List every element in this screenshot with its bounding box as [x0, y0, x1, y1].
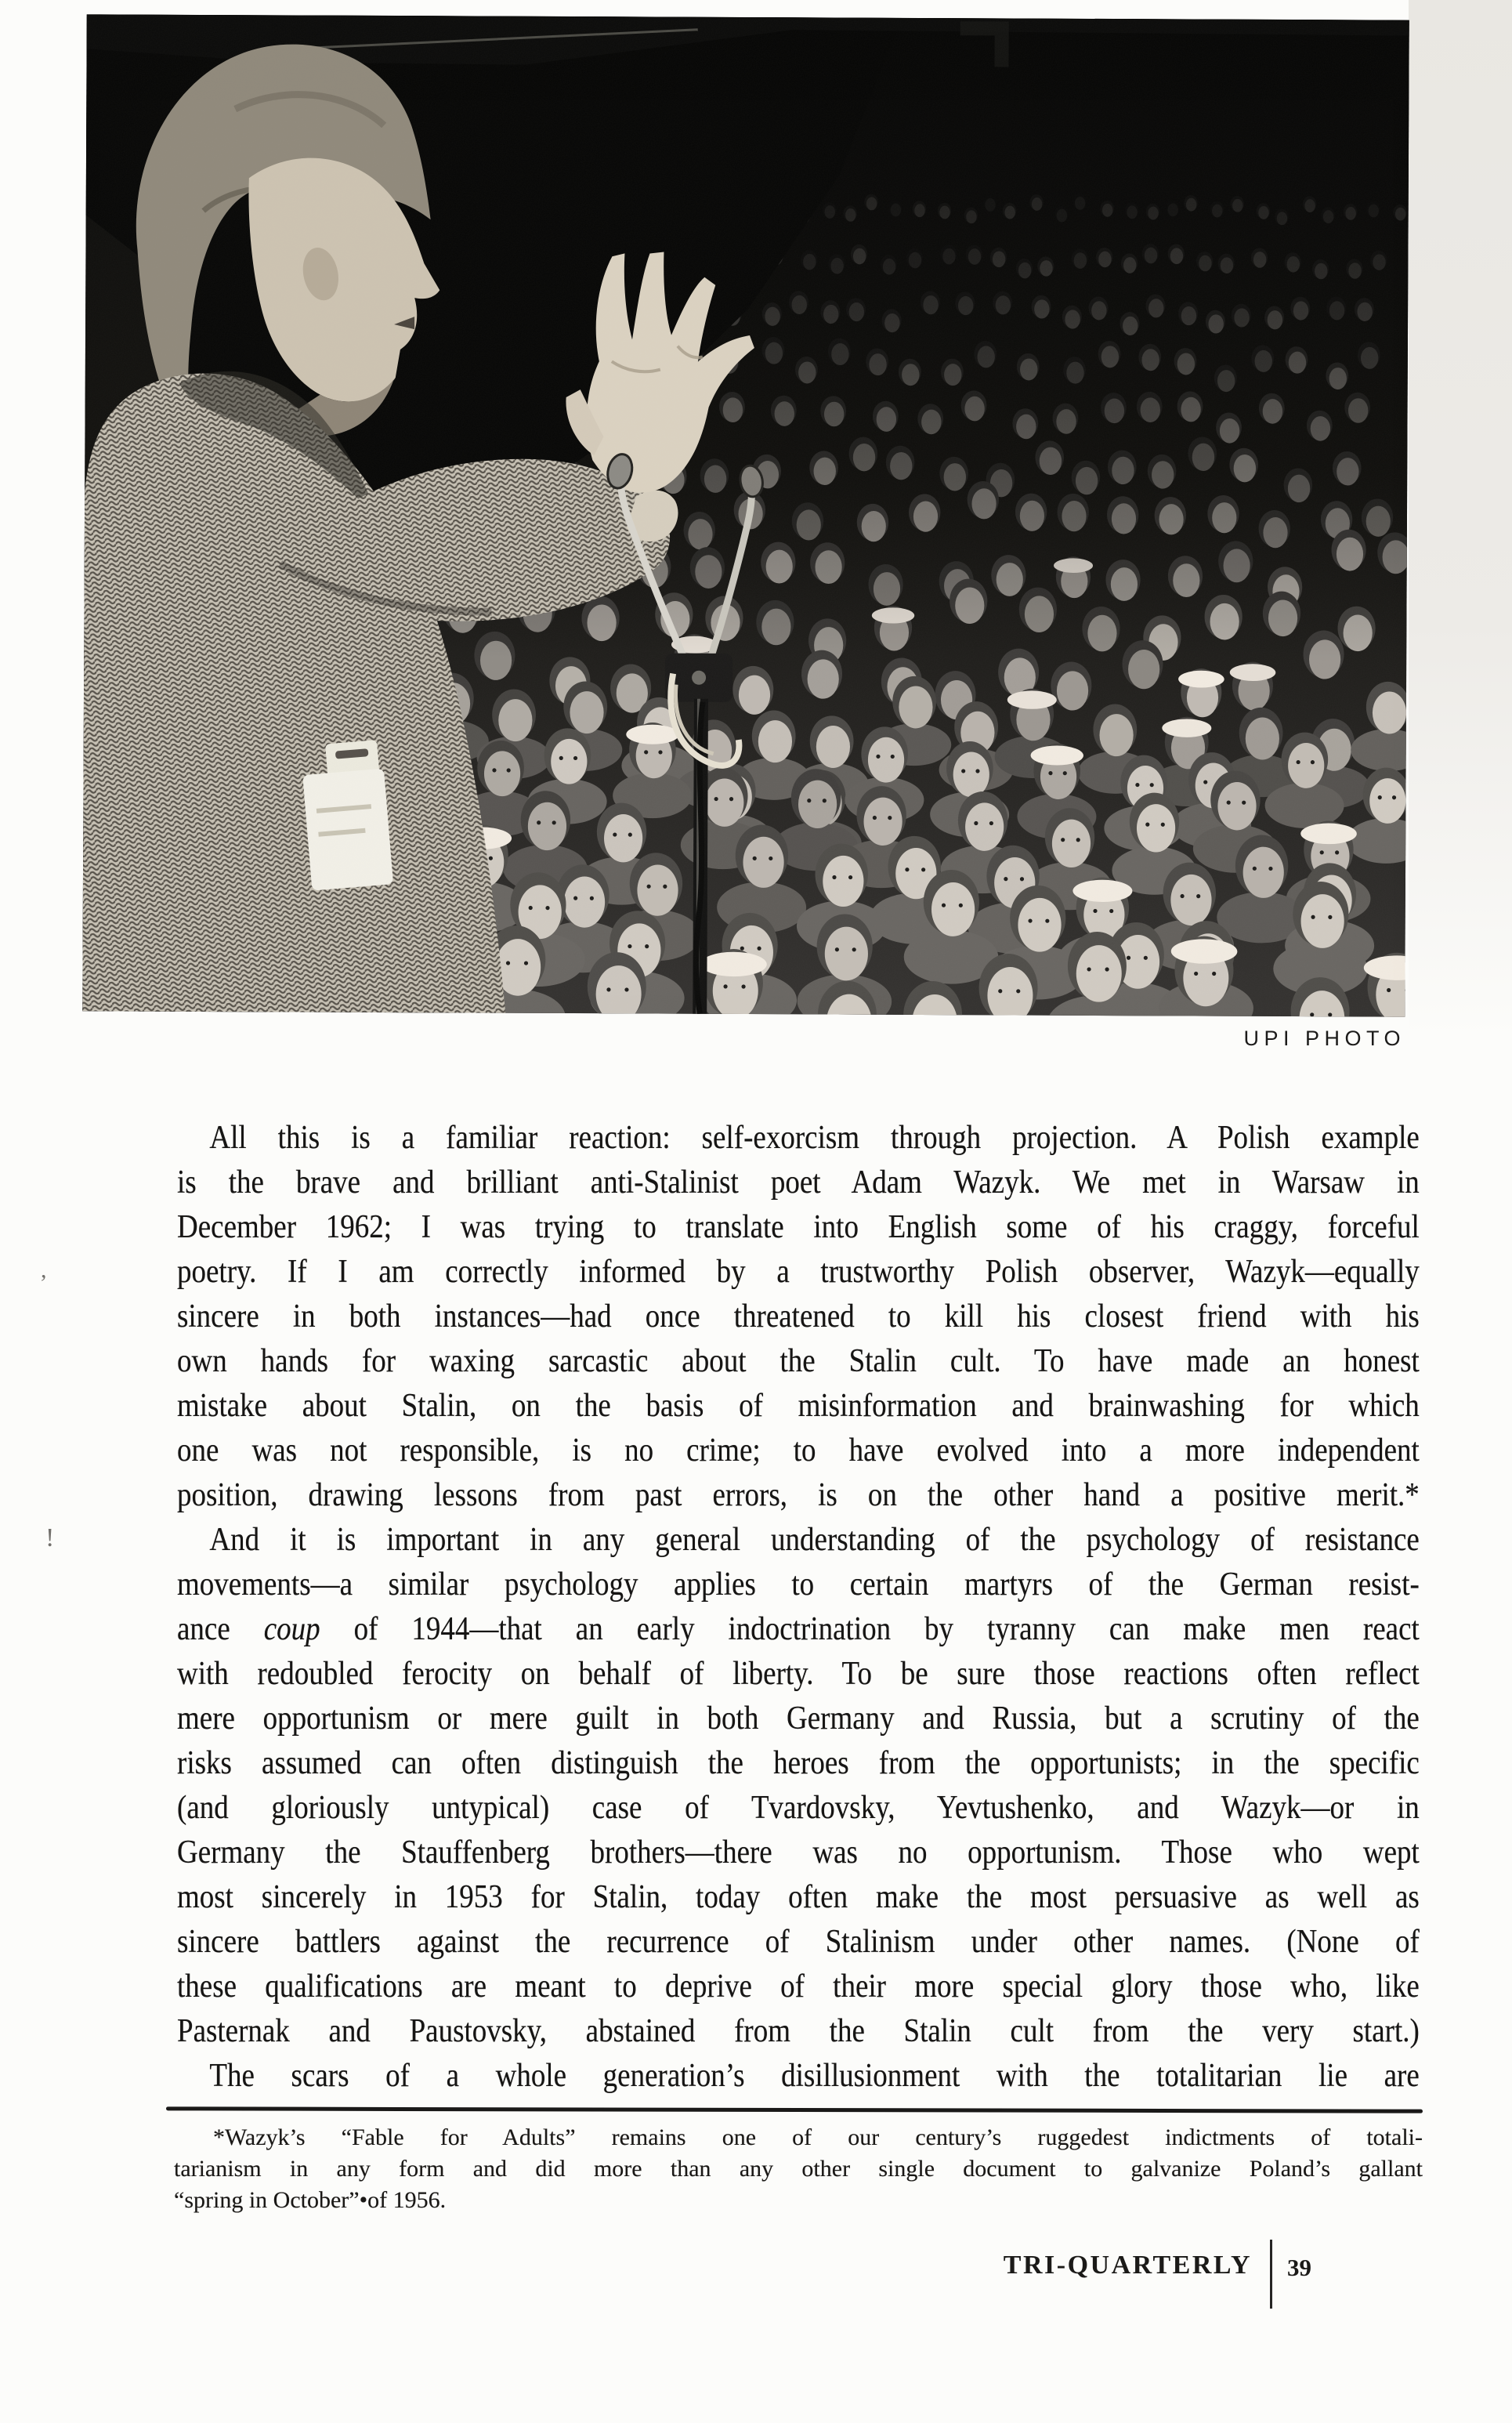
paragraph	[177, 1518, 1420, 2054]
text-line: (and gloriously untypical) case of Tvardovsky, Yevtushenko, and Wazyk—or in	[177, 1790, 1420, 1826]
article-text	[177, 1116, 1420, 2099]
text-line: Pasternak and Paustovsky, abstained from the Stalin cult from the very start.)	[177, 2013, 1420, 2049]
paragraph	[177, 2054, 1420, 2099]
text-line: ance coup of 1944—that an early indoctrination by tyranny can make men react	[177, 1611, 1420, 1647]
footer-page-number: 39	[1287, 2254, 1311, 2281]
paragraph	[177, 1116, 1420, 1518]
text-line: And it is important in any general understanding of the psychology of resistance	[209, 1522, 1420, 1558]
photo-credit: UPI PHOTO	[1243, 1027, 1405, 1050]
text-line: sincere battlers against the recurrence of Stalinism under other names. (None of	[177, 1924, 1420, 1960]
footnote-separator	[166, 2106, 1423, 2113]
text-line: position, drawing lessons from past errors, is on the other hand a positive merit.*	[177, 1477, 1420, 1513]
text-line: mere opportunism or mere guilt in both Germany and Russia, but a scrutiny of the	[177, 1700, 1420, 1737]
footnote-line: “spring in October”•of 1956.	[174, 2187, 447, 2213]
crowd-photo-illustration	[82, 14, 1409, 1016]
text-line: own hands for waxing sarcastic about the Stalin cult. To have made an honest	[177, 1343, 1420, 1379]
footer-journal-name: TRI-QUARTERLY	[1003, 2251, 1252, 2280]
text-line: mistake about Stalin, on the basis of misinformation and brainwashing for which	[177, 1388, 1420, 1424]
text-line: movements—a similar psychology applies to certain martyrs of the German resist-	[177, 1566, 1420, 1603]
paper-edge-shading	[1409, 0, 1512, 1042]
scan-artifact: ,	[41, 1257, 47, 1283]
text-line: most sincerely in 1953 for Stalin, today often make the most persuasive as well as	[177, 1879, 1420, 1915]
text-line: with redoubled ferocity on behalf of liberty. To be sure those reactions often reflect	[177, 1656, 1420, 1692]
footnote-line: *Wazyk’s “Fable for Adults” remains one of our century’s ruggedest indictments of totali-	[213, 2124, 1423, 2150]
text-line: December 1962; I was trying to translate into English some of his craggy, forceful	[177, 1209, 1420, 1245]
scan-artifact: !	[45, 1523, 55, 1552]
text-line: is the brave and brilliant anti-Stalinist poet Adam Wazyk. We met in Warsaw in	[177, 1164, 1420, 1201]
text-line: poetry. If I am correctly informed by a trustworthy Polish observer, Wazyk—equally	[177, 1254, 1420, 1290]
text-line: Germany the Stauffenberg brothers—there was no opportunism. Those who wept	[177, 1834, 1420, 1871]
footnote	[174, 2122, 1423, 2216]
text-line: risks assumed can often distinguish the heroes from the opportunists; in the specific	[177, 1745, 1420, 1781]
text-line: these qualifications are meant to deprive of their more special glory those who, like	[177, 1968, 1420, 2005]
crowd-photo	[82, 14, 1409, 1016]
scan-grain	[82, 14, 1409, 1016]
footer-divider	[1270, 2240, 1272, 2309]
text-line: The scars of a whole generation’s disillusionment with the totalitarian lie are	[209, 2058, 1420, 2094]
text-line: All this is a familiar reaction: self-exorcism through projection. A Polish example	[209, 1120, 1420, 1156]
text-line: sincere in both instances—had once threatened to kill his closest friend with his	[177, 1298, 1420, 1335]
text-line: one was not responsible, is no crime; to have evolved into a more independent	[177, 1432, 1420, 1469]
footnote-line: tarianism in any form and did more than any other single document to galvanize Poland’s gallant	[174, 2156, 1423, 2182]
